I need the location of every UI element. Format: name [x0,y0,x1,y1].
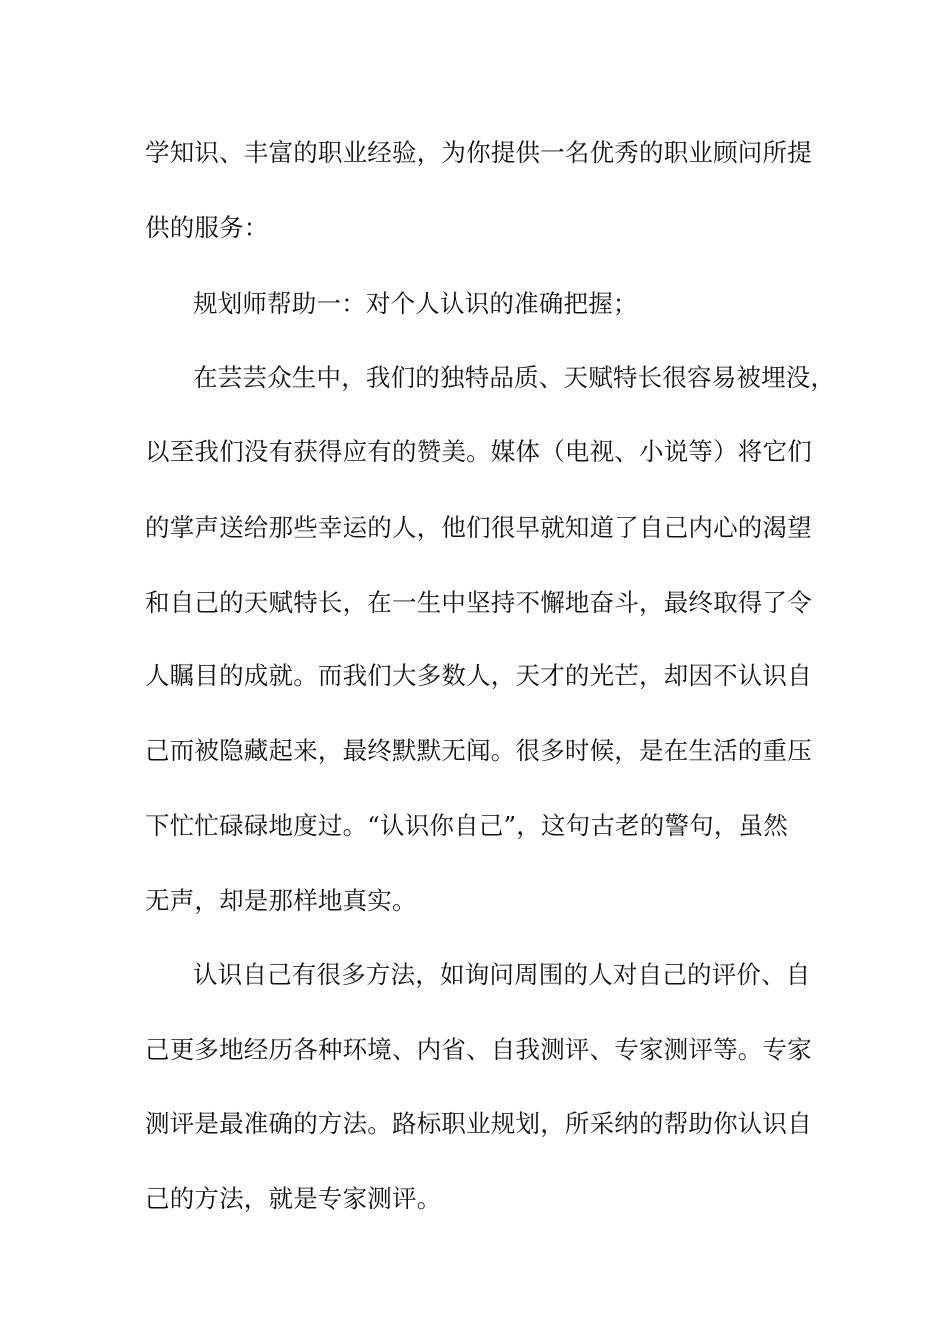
text-line: 下忙忙碌碌地度过。“认识你自己”，这句古老的警句，虽然 [145,811,788,840]
text-line: 测评是最准确的方法。路标职业规划，所采纳的帮助你认识自 [145,1109,812,1138]
text-line: 供的服务： [145,213,269,242]
text-line: 己更多地经历各种环境、内省、自我测评、专家测评等。专家 [145,1035,812,1064]
text-line: 在芸芸众生中，我们的独特品质、天赋特长很容易被埋没， [193,363,836,392]
text-line: 和自己的天赋特长，在一生中坚持不懈地奋斗，最终取得了令 [145,588,812,617]
text-line: 人瞩目的成就。而我们大多数人，天才的光芒，却因不认识自 [145,661,812,690]
text-line: 己而被隐藏起来，最终默默无闻。很多时候，是在生活的重压 [145,736,812,765]
text-line: 以至我们没有获得应有的赞美。媒体（电视、小说等）将它们 [145,437,812,466]
text-line: 的掌声送给那些幸运的人，他们很早就知道了自己内心的渴望 [145,513,812,542]
text-line: 认识自己有很多方法，如询问周围的人对自己的评价、自 [193,960,811,989]
text-line: 学知识、丰富的职业经验，为你提供一名优秀的职业顾问所提 [145,138,812,167]
text-line: 己的方法，就是专家测评。 [145,1184,442,1213]
paragraph-heading: 规划师帮助一：对个人认识的准确把握； [193,289,638,318]
text-line: 无声，却是那样地真实。 [145,886,417,915]
